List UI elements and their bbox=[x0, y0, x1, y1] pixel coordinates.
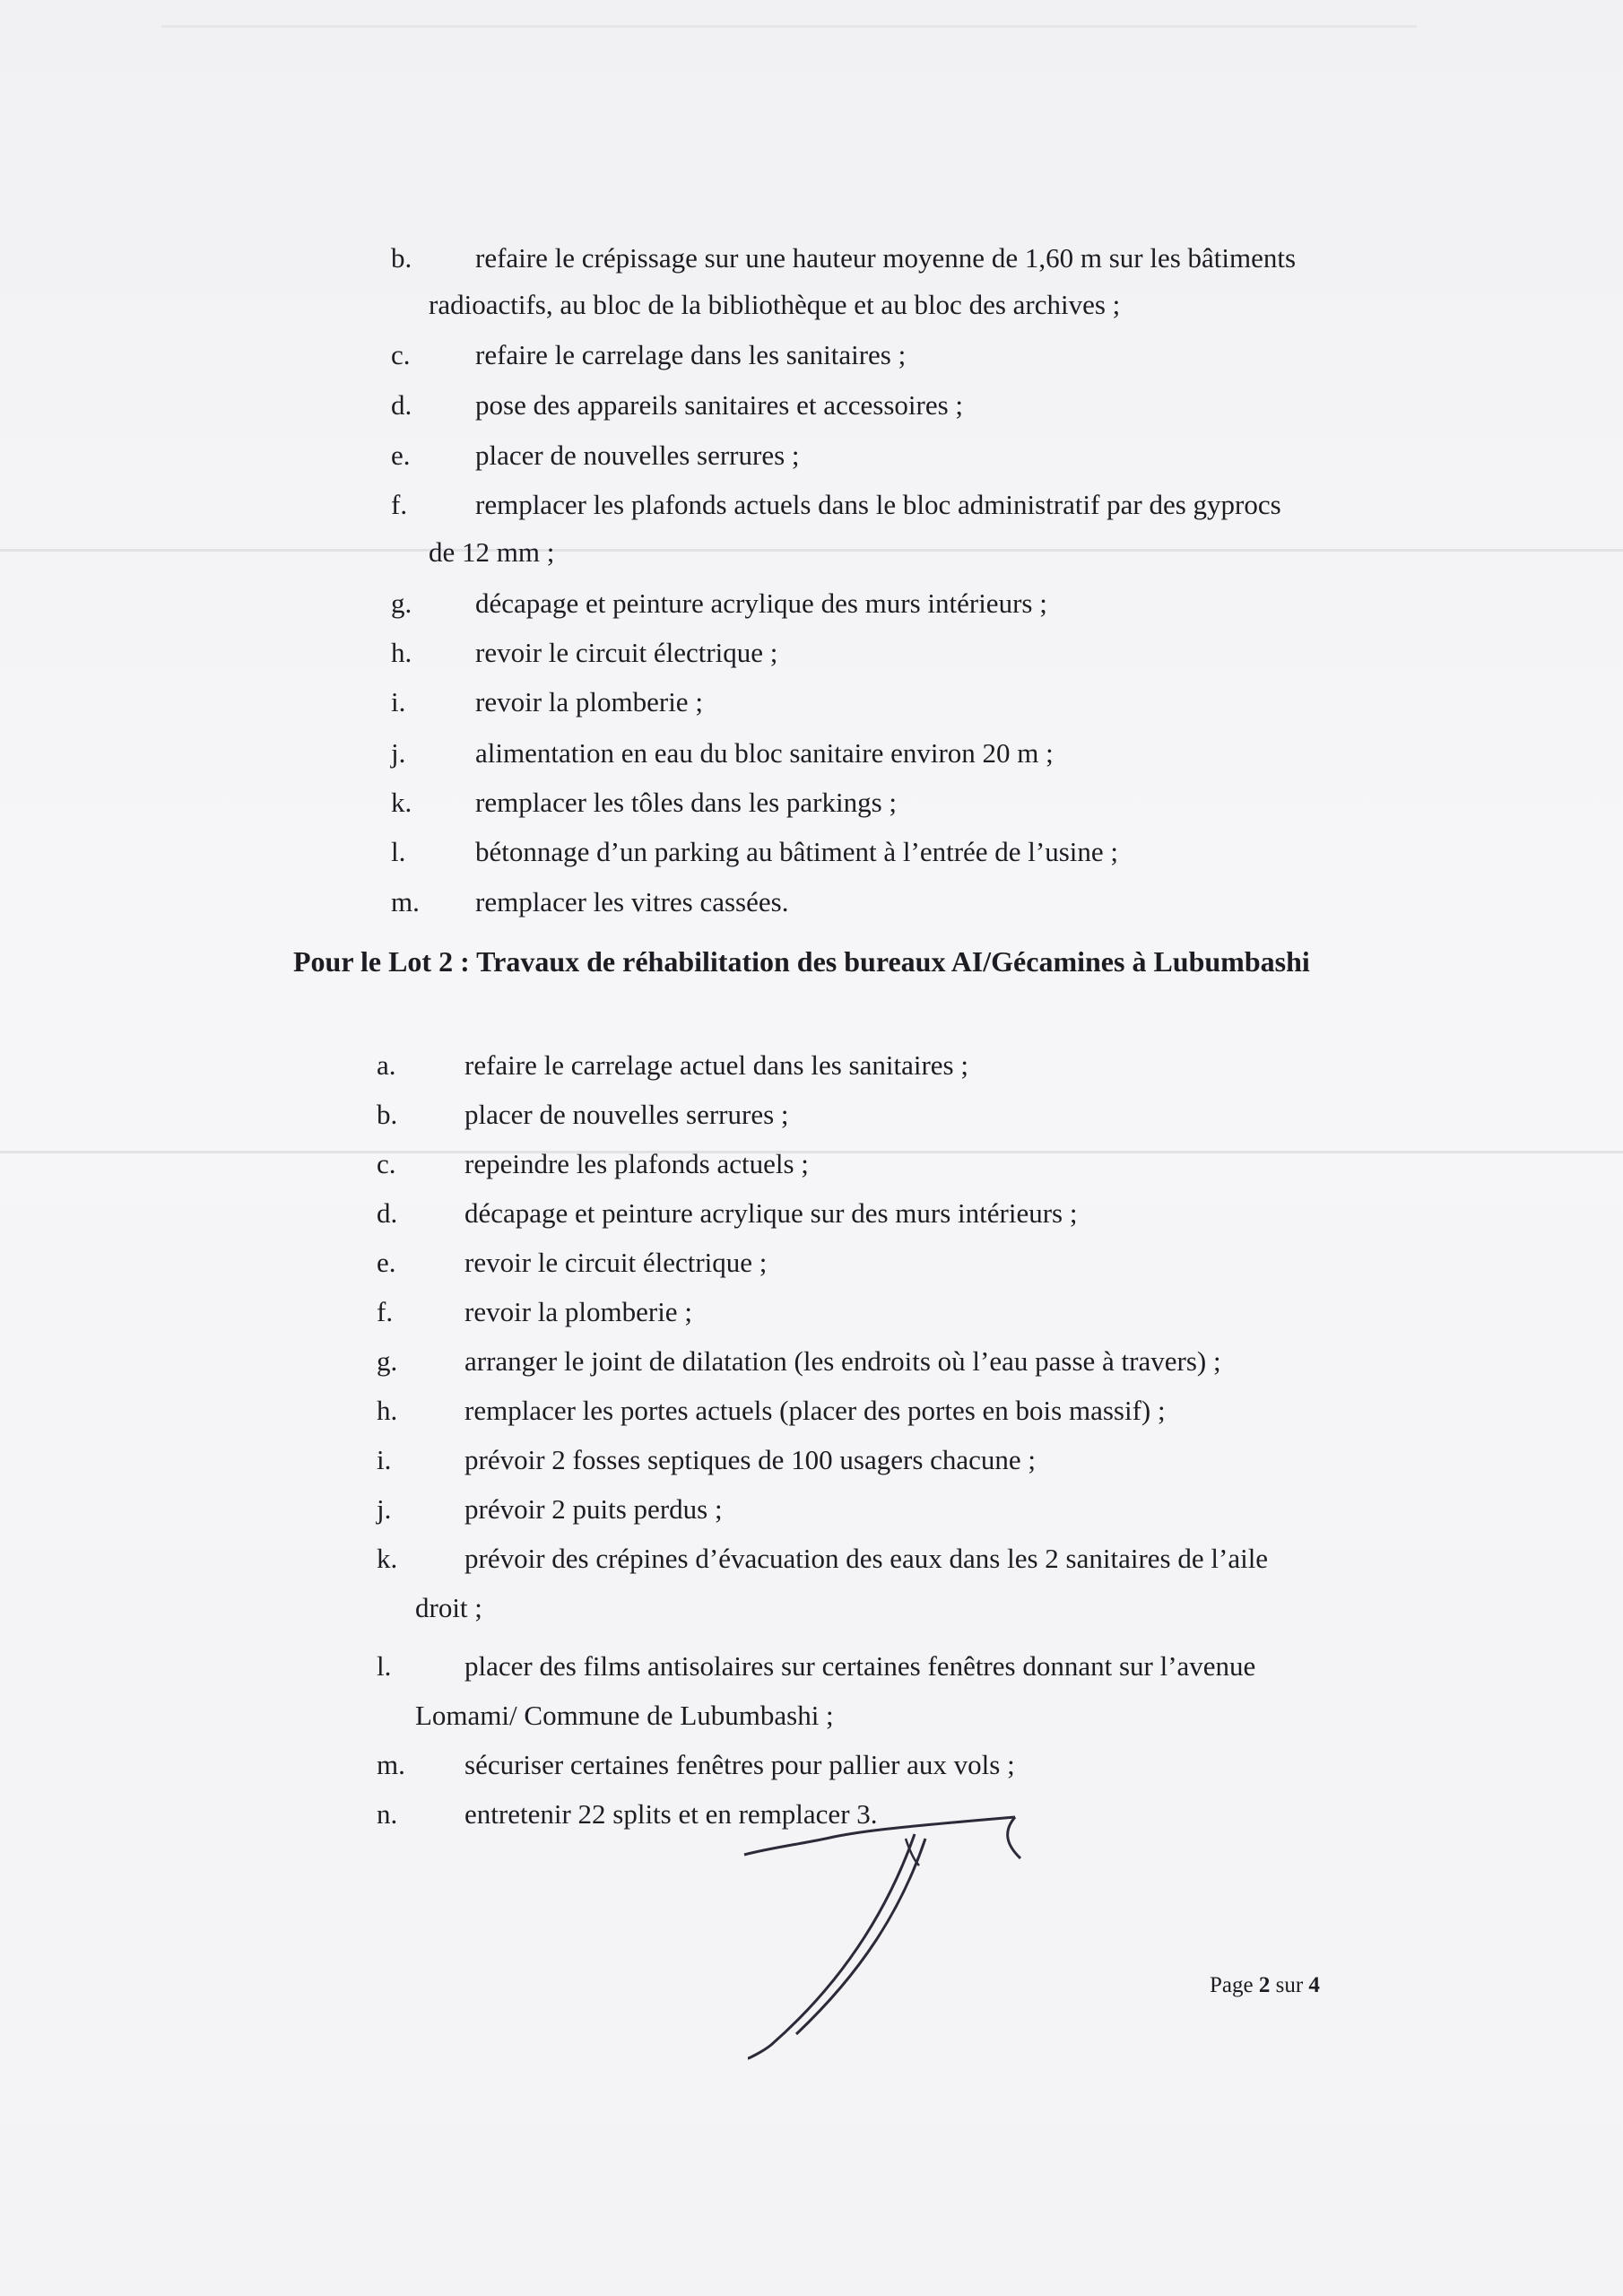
item-text: bétonnage d’un parking au bâtiment à l’entrée de l’usine ; bbox=[475, 836, 1119, 867]
item-letter: e. bbox=[377, 1247, 396, 1278]
scan-artifact bbox=[0, 549, 1623, 552]
page-sep: sur bbox=[1275, 1973, 1304, 1997]
item-letter: c. bbox=[377, 1148, 396, 1179]
lot2-heading: Pour le Lot 2 : Travaux de réhabilitation des bureaux AI/Gécamines à Lubumbashi bbox=[293, 945, 1310, 978]
item-text: remplacer les plafonds actuels dans le bloc administratif par des gyprocs bbox=[475, 489, 1281, 520]
item-letter: i. bbox=[377, 1444, 392, 1475]
item-text: entretenir 22 splits et en remplacer 3. bbox=[464, 1798, 878, 1830]
item-text: revoir le circuit électrique ; bbox=[464, 1247, 768, 1278]
item-text: alimentation en eau du bloc sanitaire environ 20 m ; bbox=[475, 737, 1054, 769]
item-letter: l. bbox=[391, 836, 406, 867]
item-text: placer de nouvelles serrures ; bbox=[475, 439, 800, 471]
item-text: revoir la plomberie ; bbox=[464, 1296, 692, 1327]
item-letter: k. bbox=[377, 1543, 398, 1574]
page-total: 4 bbox=[1308, 1973, 1320, 1997]
item-text: placer des films antisolaires sur certaines fenêtres donnant sur l’avenue bbox=[464, 1650, 1256, 1682]
item-letter: h. bbox=[391, 637, 412, 668]
item-text: décapage et peinture acrylique des murs intérieurs ; bbox=[475, 587, 1047, 619]
item-text: prévoir 2 puits perdus ; bbox=[464, 1493, 723, 1525]
signature bbox=[735, 1812, 1031, 2063]
item-letter: c. bbox=[391, 339, 411, 370]
item-letter: d. bbox=[377, 1197, 398, 1229]
item-text: refaire le crépissage sur une hauteur moyenne de 1,60 m sur les bâtiments bbox=[475, 242, 1297, 274]
item-text: placer de nouvelles serrures ; bbox=[464, 1099, 789, 1130]
item-text: radioactifs, au bloc de la bibliothèque et au bloc des archives ; bbox=[429, 289, 1121, 320]
item-text: décapage et peinture acrylique sur des murs intérieurs ; bbox=[464, 1197, 1078, 1229]
item-letter: h. bbox=[377, 1395, 398, 1426]
item-letter: g. bbox=[391, 587, 412, 619]
item-text: Lomami/ Commune de Lubumbashi ; bbox=[415, 1700, 834, 1731]
item-text: remplacer les portes actuels (placer des portes en bois massif) ; bbox=[464, 1395, 1166, 1426]
item-letter: e. bbox=[391, 439, 411, 471]
item-letter: m. bbox=[391, 886, 420, 918]
item-text: sécuriser certaines fenêtres pour pallier aux vols ; bbox=[464, 1749, 1015, 1780]
item-letter: f. bbox=[391, 489, 408, 520]
item-text: prévoir des crépines d’évacuation des eaux dans les 2 sanitaires de l’aile bbox=[464, 1543, 1269, 1574]
item-text: pose des appareils sanitaires et accessoires ; bbox=[475, 389, 964, 421]
item-text: remplacer les tôles dans les parkings ; bbox=[475, 787, 898, 818]
item-letter: k. bbox=[391, 787, 412, 818]
item-letter: i. bbox=[391, 686, 406, 718]
item-text: revoir le circuit électrique ; bbox=[475, 637, 778, 668]
item-text: remplacer les vitres cassées. bbox=[475, 886, 789, 918]
item-text: prévoir 2 fosses septiques de 100 usagers chacune ; bbox=[464, 1444, 1037, 1475]
item-letter: g. bbox=[377, 1345, 398, 1377]
item-text: refaire le carrelage actuel dans les sanitaires ; bbox=[464, 1049, 968, 1081]
item-letter: l. bbox=[377, 1650, 392, 1682]
item-letter: a. bbox=[377, 1049, 396, 1081]
item-text: repeindre les plafonds actuels ; bbox=[464, 1148, 809, 1179]
item-letter: n. bbox=[377, 1798, 398, 1830]
scan-artifact bbox=[161, 25, 1417, 28]
page-current: 2 bbox=[1258, 1973, 1271, 1997]
item-letter: b. bbox=[377, 1099, 398, 1130]
item-letter: d. bbox=[391, 389, 412, 421]
item-letter: b. bbox=[391, 242, 412, 274]
page-number bbox=[1210, 1973, 1320, 1998]
page-word: Page bbox=[1210, 1973, 1254, 1997]
scan-artifact bbox=[0, 1151, 1623, 1153]
item-letter: j. bbox=[391, 737, 406, 769]
item-letter: j. bbox=[377, 1493, 392, 1525]
item-letter: f. bbox=[377, 1296, 394, 1327]
item-text: droit ; bbox=[415, 1592, 482, 1623]
item-text: de 12 mm ; bbox=[429, 536, 555, 568]
item-text: arranger le joint de dilatation (les endroits où l’eau passe à travers) ; bbox=[464, 1345, 1221, 1377]
item-text: refaire le carrelage dans les sanitaires ; bbox=[475, 339, 907, 370]
item-letter: m. bbox=[377, 1749, 405, 1780]
item-text: revoir la plomberie ; bbox=[475, 686, 703, 718]
